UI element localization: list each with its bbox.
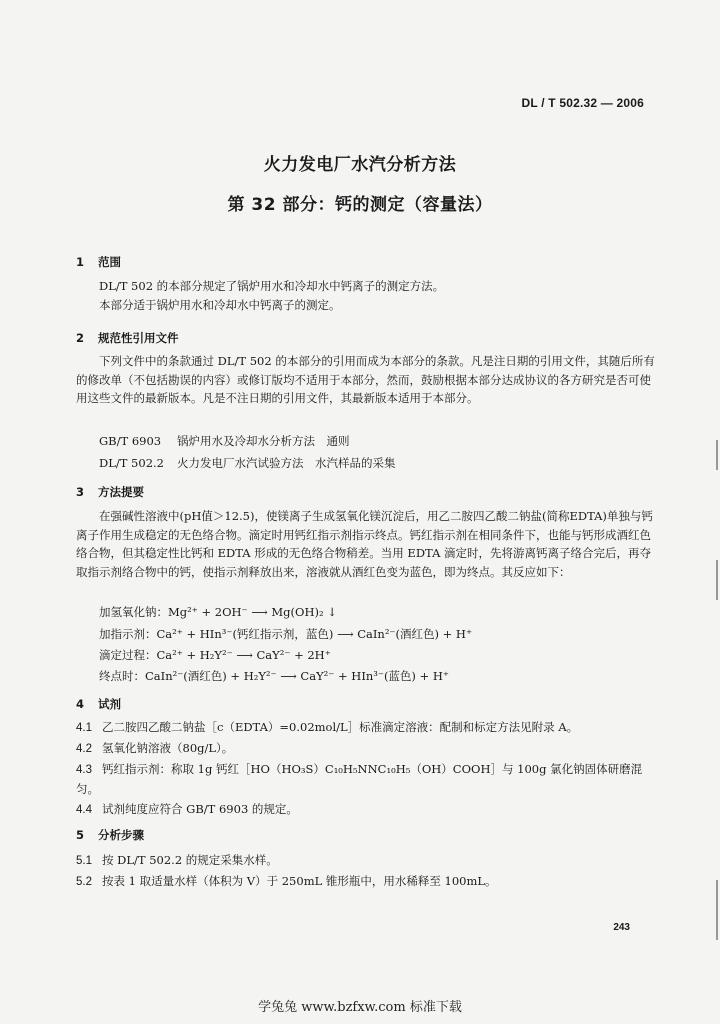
section-1-heading (76, 254, 121, 270)
clause-4-4 (76, 800, 656, 820)
section-number: 4 (76, 697, 85, 711)
section-number: 2 (76, 331, 85, 345)
paragraph: 下列文件中的条款通过 DL/T 502 的本部分的引用而成为本部分的条款。凡是注日期的引用文件，其随后所有的修改单（不包括勘误的内容）或修订版均不适用于本部分，然而，鼓励根据本部分达成协议的各方研究是否可使用这些文件的最新版本。凡是不注日期的引用文件，其最新版本适用于本部分。 (76, 354, 655, 405)
reaction-equation: 滴定过程：Ca²⁺ + H₂Y²⁻ ⟶ CaY²⁻ + 2H⁺ (99, 648, 331, 662)
scan-edge-mark (716, 560, 718, 600)
clause-number: 4.3 (76, 764, 92, 776)
section-title: 范围 (98, 255, 121, 269)
clause-number: 5.2 (76, 876, 92, 888)
section-3-body (76, 507, 656, 581)
section-number: 3 (76, 485, 85, 499)
section-4-heading (76, 696, 121, 712)
clause-text: 乙二胺四乙酸二钠盐［c（EDTA）=0.02mol/L］标准滴定溶液：配制和标定方法见附录 A。 (102, 720, 579, 734)
clause-text: 按 DL/T 502.2 的规定采集水样。 (102, 853, 278, 867)
reaction-equation: 终点时：CaIn²⁻(酒红色) + H₂Y²⁻ ⟶ CaY²⁻ + HIn³⁻(蓝色) + H⁺ (99, 669, 449, 683)
paragraph: 在强碱性溶液中(pH值＞12.5)，使镁离子生成氢氧化镁沉淀后，用乙二胺四乙酸二钠盐(简称EDTA)单独与钙离子作用生成稳定的无色络合物。滴定时用钙红指示剂指示终点。钙红指示剂在相同条件下，也能与钙形成酒红色络合物，但其稳定性比钙和 EDTA 形成的无色络合物稍差。当用 EDTA 滴定时，先将游离钙离子络合完后，再夺取指示剂络合物中的钙，使指示剂释放出来，溶液就从酒红色变为蓝色，即为终点。其反应如下： (76, 509, 653, 579)
section-5-heading (76, 827, 144, 843)
paragraph: 本部分适于锅炉用水和冷却水中钙离子的测定。 (99, 297, 341, 312)
section-title: 分析步骤 (98, 828, 144, 842)
reaction-equation: 加指示剂：Ca²⁺ + HIn³⁻(钙红指示剂，蓝色) ⟶ CaIn²⁻(酒红色) + H⁺ (99, 627, 473, 641)
clause-text: 氢氧化钠溶液（80g/L）。 (102, 741, 234, 755)
clause-number: 4.4 (76, 804, 92, 816)
normative-reference (99, 455, 396, 471)
clause-text: 钙红指示剂：称取 1g 钙红［HO（HO₃S）C₁₀H₅NNC₁₀H₅（OH）COOH］与 100g 氯化钠固体研磨混匀。 (76, 762, 643, 796)
section-2-heading (76, 330, 179, 346)
section-number: 1 (76, 255, 85, 269)
clause-number: 4.2 (76, 743, 92, 755)
section-1-body (76, 277, 656, 314)
section-3-heading (76, 484, 144, 500)
clause-number: 4.1 (76, 722, 92, 734)
section-title: 规范性引用文件 (98, 331, 179, 345)
scan-edge-mark (716, 880, 718, 940)
section-number: 5 (76, 828, 85, 842)
clause-4-1 (76, 718, 656, 738)
standard-number: DL / T 502.32 — 2006 (521, 96, 644, 110)
clause-5-1 (76, 851, 656, 871)
reference-code: GB/T 6903 (99, 434, 162, 448)
footer-watermark: 学兔兔 www.bzfxw.com 标准下载 (258, 1000, 462, 1015)
page-number: 243 (613, 922, 630, 933)
scan-edge-mark (716, 440, 718, 470)
clause-4-3 (76, 760, 656, 798)
reference-title: 锅炉用水及冷却水分析方法 通则 (177, 434, 350, 448)
section-title: 试剂 (98, 697, 121, 711)
reaction-equation: 加氢氧化钠：Mg²⁺ + 2OH⁻ ⟶ Mg(OH)₂ ↓ (99, 605, 337, 619)
clause-5-2 (76, 872, 656, 892)
reference-code: DL/T 502.2 (99, 456, 164, 470)
clause-text: 试剂纯度应符合 GB/T 6903 的规定。 (102, 802, 298, 816)
document-subtitle: 第 32 部分：钙的测定（容量法） (227, 195, 493, 215)
clause-number: 5.1 (76, 855, 92, 867)
clause-text: 按表 1 取适量水样（体积为 V）于 250mL 锥形瓶中，用水稀释至 100mL。 (102, 874, 497, 888)
normative-reference (99, 433, 350, 449)
reference-title: 火力发电厂水汽试验方法 水汽样品的采集 (177, 456, 396, 470)
clause-4-2 (76, 739, 656, 759)
section-2-body (76, 352, 656, 408)
paragraph: DL/T 502 的本部分规定了锅炉用水和冷却水中钙离子的测定方法。 (99, 279, 445, 293)
section-title: 方法提要 (98, 485, 144, 499)
document-title: 火力发电厂水汽分析方法 (263, 155, 457, 175)
